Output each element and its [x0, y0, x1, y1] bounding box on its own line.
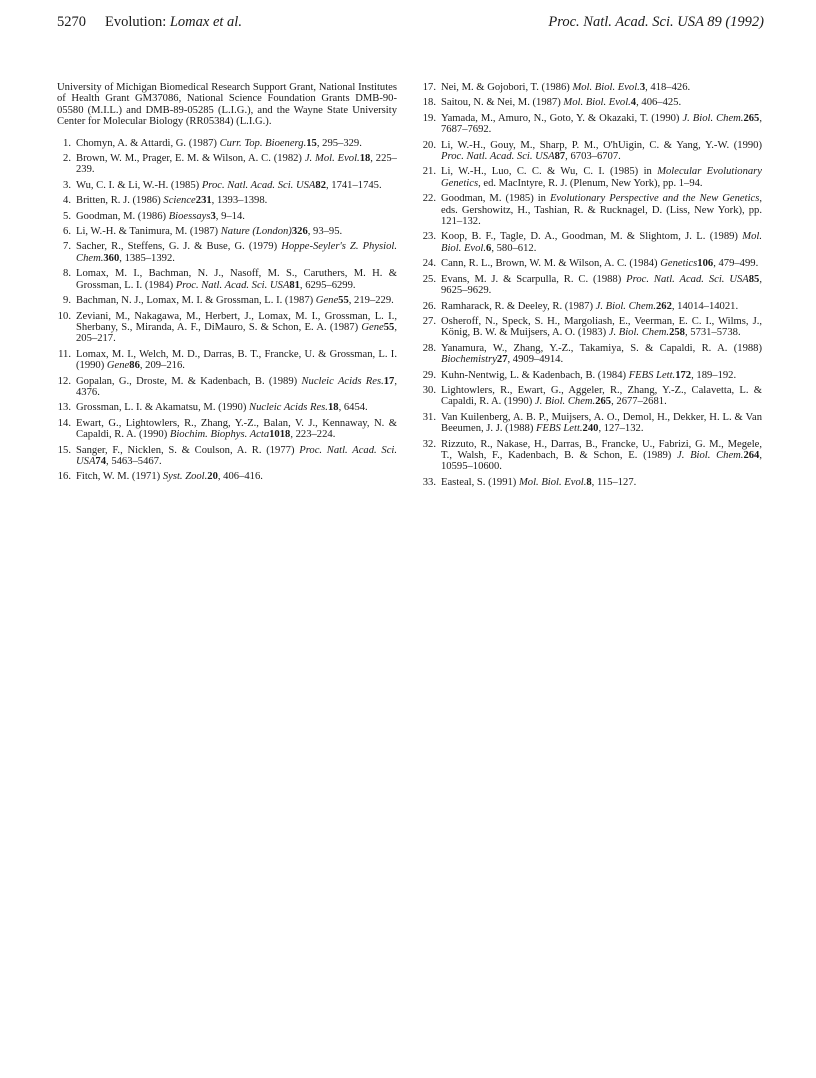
reference-authors: Lightowlers, R., Ewart, G., Aggeler, R., Zhang, Y.-Z., Calavetta, L. & Capaldi, R. A. (1990) [441, 384, 762, 408]
reference-number: 14. [57, 417, 71, 429]
reference-journal: J. Biol. Chem. [608, 327, 670, 339]
reference-pages: , 406–425. [636, 97, 682, 109]
reference-volume: 1018 [269, 429, 291, 441]
reference-authors: Brown, W. M., Prager, E. M. & Wilson, A. C. (1982) [76, 153, 305, 165]
reference-item [422, 82, 762, 93]
reference-authors: Van Kuilenberg, A. B. P., Muijsers, A. O., Demol, H., Dekker, H. L. & Van Beeumen, J. J. (1988) [441, 411, 762, 435]
section-prefix: Evolution: [105, 14, 170, 30]
reference-pages: , 7687–7692. [441, 112, 762, 136]
reference-pages: , 189–192. [691, 369, 737, 381]
reference-item [57, 295, 397, 306]
reference-pages: , 223–224. [290, 429, 336, 441]
reference-authors: Nei, M. & Gojobori, T. (1986) [441, 82, 573, 93]
reference-pages: , 295–329. [316, 137, 362, 149]
reference-authors: Yanamura, W., Zhang, Y.-Z., Takamiya, S. & Capaldi, R. A. (1988) [441, 342, 762, 354]
reference-item [57, 138, 397, 149]
reference-volume: 8 [586, 476, 592, 488]
reference-item [422, 370, 762, 381]
reference-authors: Saitou, N. & Nei, M. (1987) [441, 97, 564, 109]
reference-number: 20. [422, 139, 436, 151]
reference-volume: 265 [743, 112, 760, 124]
reference-item [422, 274, 762, 297]
reference-journal: Proc. Natl. Acad. Sci. USA [201, 179, 316, 191]
reference-number: 33. [422, 476, 436, 488]
reference-pages: , 4909–4914. [507, 354, 564, 366]
reference-journal: Biochemistry [441, 354, 497, 366]
reference-volume: 326 [291, 226, 308, 238]
reference-pages: , 209–216. [139, 360, 185, 372]
reference-volume: 15 [306, 137, 317, 149]
right-column [422, 82, 762, 492]
reference-volume: 86 [129, 360, 140, 372]
reference-volume: 55 [383, 321, 395, 333]
reference-authors: Wu, C. I. & Li, W.-H. (1985) [76, 179, 202, 191]
reference-journal: J. Mol. Evol. [304, 153, 360, 165]
reference-journal: Curr. Top. Bioenerg. [219, 137, 307, 149]
reference-journal: Proc. Natl. Acad. Sci. USA [626, 273, 749, 285]
reference-volume: 55 [338, 295, 349, 307]
reference-journal: Gene [361, 321, 384, 333]
reference-item [57, 241, 397, 264]
reference-authors: Rizzuto, R., Nakase, H., Darras, B., Francke, U., Fabrizi, G. M., Megele, T., Walsh, F., Kadenbach, B. & Schon, E. (1989) [441, 438, 762, 461]
reference-journal: Genetics [660, 258, 698, 270]
reference-item [422, 477, 762, 488]
reference-number: 6. [63, 226, 71, 238]
reference-authors: Gopalan, G., Droste, M. & Kadenbach, B. (1989) [76, 375, 302, 387]
reference-item [422, 316, 762, 339]
reference-journal: Proc. Natl. Acad. Sci. USA [175, 279, 290, 291]
reference-number: 13. [57, 402, 71, 414]
reference-pages: , 6454. [338, 402, 368, 414]
reference-pages: , 10595–10600. [441, 449, 762, 473]
reference-item [422, 301, 762, 312]
reference-item [57, 471, 397, 482]
section-title [105, 14, 242, 31]
reference-volume: 172 [675, 369, 692, 381]
reference-pages: , 4376. [76, 375, 397, 398]
reference-number: 16. [57, 471, 71, 483]
reference-authors: Li, W.-H., Gouy, M., Sharp, P. M., O'hUigin, C. & Yang, Y.-W. (1990) [441, 139, 762, 151]
reference-journal: Hoppe-Seyler's Z. Physiol. Chem. [76, 241, 398, 264]
reference-number: 25. [422, 273, 436, 285]
reference-journal: FEBS Lett. [628, 369, 676, 381]
reference-number: 1. [63, 137, 71, 149]
reference-number: 7. [63, 241, 71, 253]
reference-number: 15. [57, 444, 71, 456]
reference-item [57, 226, 397, 237]
reference-item [57, 402, 397, 413]
reference-number: 9. [63, 295, 71, 307]
reference-pages: , 9–14. [215, 210, 245, 222]
reference-authors: Cann, R. L., Brown, W. M. & Wilson, A. C. (1984) [441, 258, 661, 270]
reference-authors: Easteal, S. (1991) [441, 476, 519, 488]
reference-authors: Fitch, W. M. (1971) [76, 471, 163, 483]
reference-authors: Britten, R. J. (1986) [76, 195, 164, 207]
reference-item [57, 376, 397, 399]
reference-authors: Goodman, M. (1986) [76, 210, 169, 222]
page-number: 5270 [57, 14, 86, 30]
reference-authors: Grossman, L. I. & Akamatsu, M. (1990) [76, 402, 250, 414]
reference-authors: Li, W.-H., Luo, C. C. & Wu, C. I. (1985) in [441, 166, 658, 178]
reference-volume: 6 [486, 242, 492, 254]
reference-journal: J. Biol. Chem. [534, 396, 596, 408]
reference-number: 10. [57, 310, 71, 322]
reference-number: 12. [57, 375, 71, 387]
reference-volume: 106 [697, 258, 714, 270]
reference-list-right [422, 82, 762, 488]
reference-journal: Gene [106, 360, 130, 372]
reference-item [422, 113, 762, 136]
reference-number: 22. [422, 193, 436, 205]
reference-item [422, 97, 762, 108]
reference-item [422, 166, 762, 189]
reference-pages: , 1741–1745. [325, 179, 382, 191]
reference-list-left [57, 138, 397, 483]
reference-item [57, 349, 397, 372]
reference-item [422, 193, 762, 227]
reference-authors: Goodman, M. (1985) in [441, 193, 550, 205]
reference-pages: , ed. MacIntyre, R. J. (Plenum, New York), pp. 1–94. [478, 177, 703, 189]
reference-authors: Chomyn, A. & Attardi, G. (1987) [76, 137, 220, 149]
reference-journal: J. Biol. Chem. [595, 300, 656, 312]
reference-volume: 3 [639, 82, 646, 93]
reference-item [57, 311, 397, 345]
reference-pages: , 219–229. [348, 295, 394, 307]
reference-authors: Lomax, M. I., Bachman, N. J., Nasoff, M. S., Caruthers, M. H. & Grossman, L. I. (1984) [76, 268, 397, 291]
reference-item [422, 231, 762, 254]
reference-volume: 81 [289, 279, 300, 291]
reference-journal: Bioessays [168, 210, 211, 222]
reference-volume: 20 [207, 471, 218, 483]
reference-volume: 27 [496, 354, 508, 366]
reference-volume: 265 [595, 396, 612, 408]
reference-pages: , 406–416. [217, 471, 263, 483]
reference-volume: 231 [195, 195, 212, 207]
reference-volume: 240 [582, 423, 599, 435]
reference-journal: J. Biol. Chem. [677, 449, 744, 461]
reference-authors: Kuhn-Nentwig, L. & Kadenbach, B. (1984) [441, 369, 629, 381]
reference-volume: 82 [315, 179, 326, 191]
page-header [57, 14, 764, 36]
reference-journal: J. Biol. Chem. [682, 112, 744, 124]
reference-authors: Yamada, M., Amuro, N., Goto, Y. & Okazaki, T. (1990) [441, 112, 683, 124]
reference-authors: Li, W.-H. & Tanimura, M. (1987) [76, 226, 221, 238]
acknowledgment-text: University of Michigan Biomedical Research Support Grant, National Institutes of Health Grant GM37086, National Science Foundation Grants DMB-90-05580 (M.I.L.) and DMB-89-05285 (L.I.G.), and the Wayne State University Center for Molecular Biology (RR05384) (L.I.G.). [57, 82, 397, 128]
reference-authors: Ramharack, R. & Deeley, R. (1987) [441, 300, 596, 312]
reference-volume: 4 [630, 97, 637, 109]
reference-journal: Syst. Zool. [162, 471, 208, 483]
reference-authors: Koop, B. F., Tagle, D. A., Goodman, M. & Slightom, J. L. (1989) [441, 231, 743, 243]
reference-number: 24. [422, 258, 436, 270]
reference-item [422, 343, 762, 366]
reference-journal: Proc. Natl. Acad. Sci. USA [441, 151, 555, 163]
reference-number: 2. [63, 153, 71, 165]
left-column [57, 82, 397, 487]
reference-volume: 258 [669, 327, 685, 339]
reference-pages: , 127–132. [598, 423, 644, 435]
reference-number: 21. [422, 166, 436, 178]
reference-volume: 3 [210, 210, 216, 222]
reference-authors: Osheroff, N., Speck, S. H., Margoliash, E., Veerman, E. C. I., Wilms, J., König, B. W. & Muijsers, A. O. (1983) [441, 315, 762, 339]
reference-number: 28. [422, 342, 436, 354]
reference-authors: Lomax, M. I., Welch, M. D., Darras, B. T., Francke, U. & Grossman, L. I. (1990) [76, 348, 397, 372]
reference-item [422, 412, 762, 435]
reference-pages: , eds. Gershowitz, H., Tashian, R. & Rucknagel, D. (Liss, New York), pp. 121–132. [441, 193, 762, 228]
reference-number: 30. [422, 384, 436, 396]
reference-pages: , 2677–2681. [611, 396, 667, 408]
reference-pages: , 6703–6707. [565, 151, 621, 163]
reference-volume: 264 [743, 449, 760, 461]
reference-item [57, 180, 397, 191]
reference-number: 5. [63, 210, 71, 222]
reference-journal: Nucleic Acids Res. [301, 375, 384, 387]
reference-volume: 18 [359, 153, 371, 165]
reference-volume: 360 [103, 252, 120, 264]
reference-authors: Zeviani, M., Nakagawa, M., Herbert, J., Lomax, M. I., Grossman, L. I., Sherbany, S., Miranda, A. F., DiMauro, S. & Schon, E. A. (1987) [76, 310, 397, 333]
reference-pages: , 5463–5467. [106, 455, 162, 467]
reference-pages: , 6295–6299. [299, 279, 356, 291]
reference-volume: 18 [327, 402, 339, 414]
reference-number: 19. [422, 112, 436, 124]
reference-number: 17. [422, 82, 436, 93]
reference-number: 32. [422, 438, 436, 450]
reference-volume: 74 [95, 455, 107, 467]
reference-number: 23. [422, 231, 436, 243]
reference-item [422, 439, 762, 473]
reference-number: 18. [422, 97, 436, 109]
reference-authors: Sacher, R., Steffens, G. J. & Buse, G. (1979) [76, 241, 282, 253]
reference-journal: Science [163, 195, 196, 207]
reference-pages: , 9625–9629. [441, 273, 762, 297]
reference-item [57, 211, 397, 222]
reference-pages: , 1393–1398. [211, 195, 268, 207]
reference-item [422, 140, 762, 163]
reference-item [57, 445, 397, 468]
reference-volume: 87 [554, 151, 566, 163]
reference-number: 3. [63, 179, 71, 191]
reference-item [422, 385, 762, 408]
reference-journal: Nature (London) [220, 226, 292, 238]
reference-pages: , 93–95. [307, 226, 343, 238]
reference-pages: , 225–239. [76, 153, 397, 176]
reference-item [57, 153, 397, 176]
reference-pages: , 5731–5738. [684, 327, 741, 339]
reference-authors: Evans, M. J. & Scarpulla, R. C. (1988) [441, 273, 627, 285]
reference-journal: Biochim. Biophys. Acta [169, 429, 270, 441]
reference-authors: Sanger, F., Nicklen, S. & Coulson, A. R. (1977) [76, 444, 300, 456]
reference-journal: Mol. Biol. Evol. [441, 231, 762, 254]
reference-journal: Gene [315, 295, 339, 307]
journal-citation: Proc. Natl. Acad. Sci. USA 89 (1992) [548, 14, 764, 30]
reference-number: 29. [422, 369, 436, 381]
reference-number: 27. [422, 315, 436, 327]
reference-journal: Nucleic Acids Res. [249, 402, 328, 414]
reference-journal: Mol. Biol. Evol. [572, 82, 640, 93]
reference-pages: , 1385–1392. [119, 252, 175, 264]
reference-journal: Evolutionary Perspective and the New Genetics [549, 193, 760, 205]
reference-item [57, 195, 397, 206]
reference-journal: Proc. Natl. Acad. Sci. USA [76, 444, 397, 467]
reference-pages: , 580–612. [491, 242, 537, 254]
reference-item [57, 268, 397, 291]
reference-volume: 262 [655, 300, 672, 312]
reference-number: 31. [422, 411, 436, 423]
reference-number: 4. [63, 195, 71, 207]
reference-number: 8. [63, 268, 71, 280]
reference-authors: Bachman, N. J., Lomax, M. I. & Grossman, L. I. (1987) [76, 295, 316, 307]
reference-pages: , 115–127. [591, 476, 637, 488]
reference-pages: , 479–499. [713, 258, 759, 270]
reference-number: 26. [422, 300, 436, 312]
reference-journal: FEBS Lett. [536, 423, 583, 435]
reference-journal: Mol. Biol. Evol. [518, 476, 587, 488]
reference-pages: , 14014–14021. [671, 300, 739, 312]
reference-authors: Ewart, G., Lightowlers, R., Zhang, Y.-Z., Balan, V. J., Kennaway, N. & Capaldi, R. A. (1990) [76, 417, 397, 441]
reference-pages: , 205–217. [76, 321, 397, 345]
reference-volume: 85 [748, 273, 760, 285]
reference-item [422, 258, 762, 269]
reference-pages: , 418–426. [645, 82, 691, 93]
reference-volume: 17 [383, 375, 395, 387]
reference-number: 11. [58, 348, 71, 360]
reference-item [57, 418, 397, 441]
reference-journal: Molecular Evolutionary Genetics [441, 166, 762, 189]
reference-journal: Mol. Biol. Evol. [563, 97, 631, 109]
section-authors: Lomax et al. [169, 14, 242, 30]
